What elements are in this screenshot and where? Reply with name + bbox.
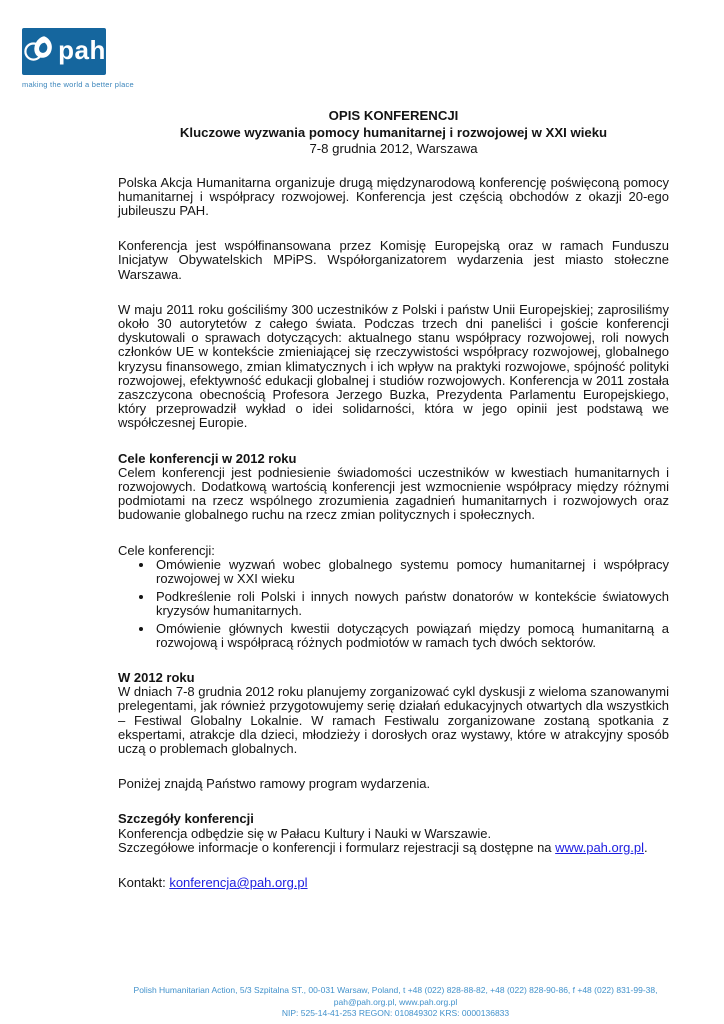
contact-line — [118, 876, 669, 890]
program-note: Poniżej znajdą Państwo ramowy program wydarzenia. — [118, 776, 431, 792]
pah-logo-text: pah — [58, 35, 106, 65]
pah-logo — [22, 28, 134, 89]
page-subtitle: Kluczowe wyzwania pomocy humanitarnej i rozwojowej w XXI wieku — [179, 124, 608, 140]
goal-item: • Omówienie wyzwań wobec globalnego systemu pomocy humanitarnej i współpracy rozwojowej w XXI wieku — [154, 558, 669, 586]
details-registration — [118, 841, 669, 855]
paragraph-goals-intro: Celem konferencji jest podniesienie świadomości uczestników w kwestiach humanitarnych i rozwojowych. Dodatkową wartością konferencji jest wzmocnienie współpracy między różnymi podmiotami na rzecz wspólnego zrozumienia zagadnień humanitarnych i rozwojowych oraz budowanie globalnego ruchu na rzecz zmian politycznych i społecznych. — [118, 464, 669, 523]
document-body — [118, 108, 669, 890]
date-location: 7-8 grudnia 2012, Warszawa — [309, 141, 478, 156]
pah-logo-box — [22, 28, 106, 75]
contact-email-link[interactable]: konferencja@pah.org.pl — [169, 875, 308, 891]
heading-details: Szczegóły konferencji — [118, 811, 254, 827]
heading-goals-2012: Cele konferencji w 2012 roku — [118, 450, 297, 466]
title-block — [118, 108, 669, 158]
paragraph-2012-plans: W dniach 7-8 grudnia 2012 roku planujemy zorganizować cykl dyskusji z wieloma szanowanymi prelegentami, jak również przygotowujemy serię działań edukacyjnych otwartych dla wszystkich – Festiwal Globalny Lokalnie. W ramach Festiwalu zorganizowane zostaną spotkania z ekspertami, atrakcje dla dzieci, młodzieży i dorosłych oraz wystawy, które w atrakcyjny sposób uczą o problemach globalnych. — [118, 684, 669, 756]
website-link[interactable]: www.pah.org.pl — [555, 839, 645, 855]
page-title: OPIS KONFERENCJI — [328, 108, 459, 123]
paragraph-2011-edition: W maju 2011 roku gościliśmy 300 uczestników z Polski i państw Unii Europejskiej; zaprosiliśmy około 30 autorytetów z całego świata. Podczas trzech dni paneliści i goście konferencji dyskutowali o sprawach dotyczących: aktualnego stanu współpracy rozwojowej, roli nowych członków UE w kontekście zmieniającej się rzeczywistości współpracy rozwojowej, globalnego kryzysu finansowego, zmian klimatycznych i ich wpływ na praktyki rozwojowe, spójność polityki rozwojowej, efektywność edukacji globalnej i studiów rozwojowych. Konferencja w 2011 została zaszczycona obecnością Profesora Jerzego Buzka, Prezydenta Parlamentu Europejskiego, który przeprowadził wykład o idei solidarności, która w jego opinii jest podstawą we współczesnej Europie. — [118, 301, 669, 431]
details-venue: Konferencja odbędzie się w Pałacu Kultury i Nauki w Warszawie. — [118, 825, 492, 841]
heading-2012: W 2012 roku — [118, 669, 195, 685]
contact-label: Kontakt: — [118, 875, 170, 891]
logo-tagline: making the world a better place — [22, 80, 134, 89]
goal-item: • Omówienie głównych kwestii dotyczących powiązań między pomocą humanitarną a rozwojową i współpracą różnych podmiotów w ramach tych dwóch sektorów. — [154, 622, 669, 650]
goals-list — [118, 558, 669, 650]
goal-item: • Podkreślenie roli Polski i innych nowych państw donatorów w kontekście światowych kryzysów humanitarnych. — [154, 590, 669, 618]
footer-address-phones: Polish Humanitarian Action, 5/3 Szpitalna ST., 00-031 Warsaw, Poland, t +48 (022) 828-88-82, +48 (022) 828-90-86, f +48 (022) 831-99-38, — [133, 985, 658, 995]
paragraph-cofinancing: Konferencja jest współfinansowana przez Komisję Europejską oraz w ramach Funduszu Inicjatyw Obywatelskich MPiPS. Współorganizatorem wydarzenia jest miasto stołeczne Warszawa. — [118, 238, 669, 282]
footer-registry-numbers: NIP: 525-14-41-253 REGON: 010849302 KRS: 0000136833 — [281, 1008, 510, 1018]
paragraph-intro: Polska Akcja Humanitarna organizuje drugą międzynarodową konferencję poświęconą pomocy humanitarnej i współpracy rozwojowej. Konferencja jest częścią obchodów z okazji 20-ego jubileuszu PAH. — [118, 174, 669, 218]
footer-email-web: pah@pah.org.pl, www.pah.org.pl — [333, 996, 458, 1007]
page-footer — [73, 985, 718, 1020]
details-registration-period: . — [644, 839, 648, 855]
details-registration-text: Szczegółowe informacje o konferencji i formularz rejestracji są dostępne na — [118, 839, 556, 855]
goals-list-label: Cele konferencji: — [118, 542, 215, 558]
pah-eye-drop-icon — [22, 31, 56, 72]
